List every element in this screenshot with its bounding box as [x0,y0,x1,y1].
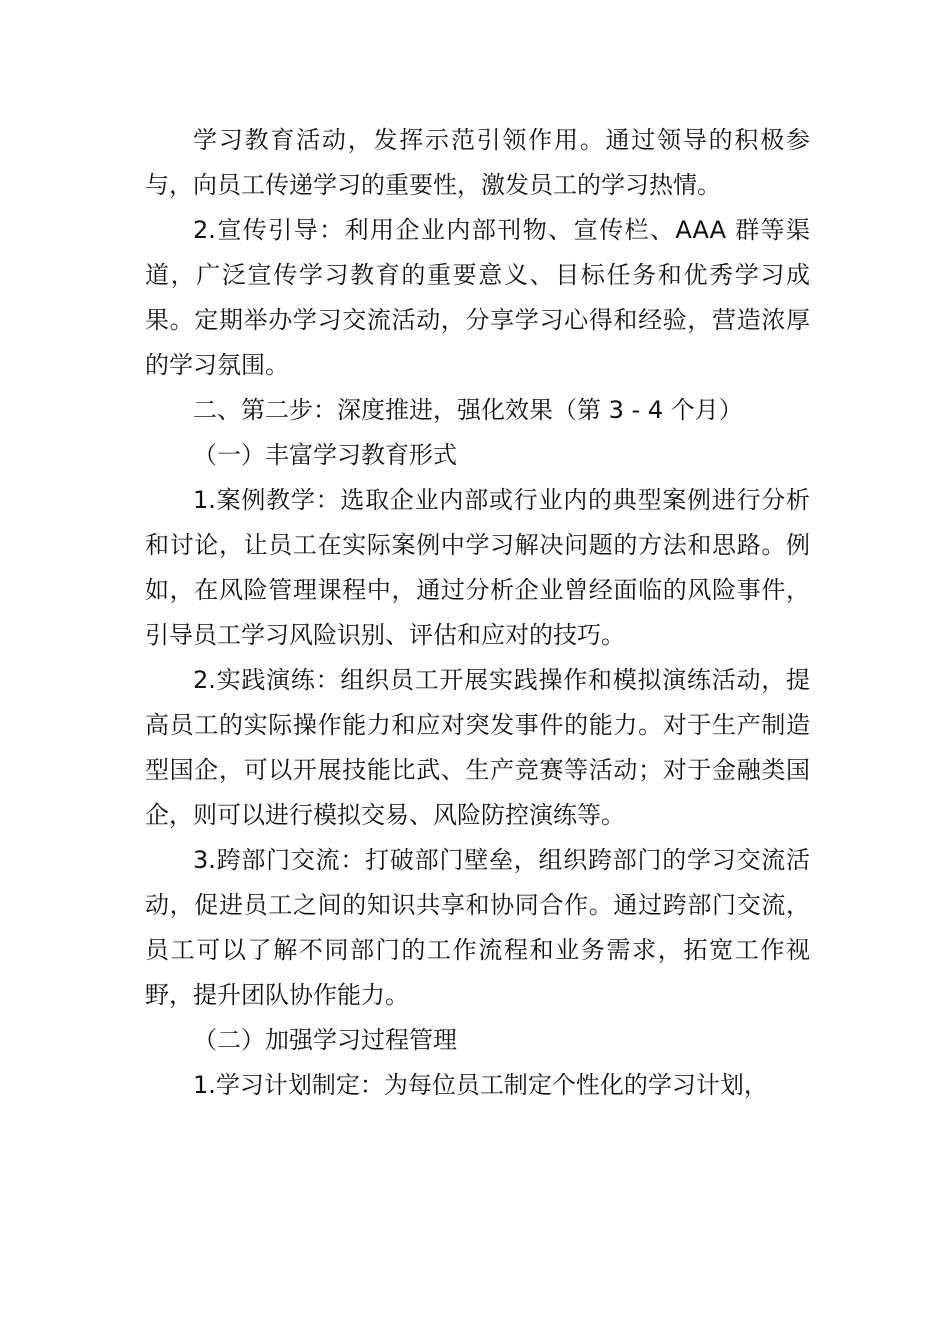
paragraph-publicity-guidance: 2.宣传引导：利用企业内部刊物、宣传栏、AAA 群等渠道，广泛宣传学习教育的重要意义、目标任务和优秀学习成果。定期举办学习交流活动，分享学习心得和经验，营造浓厚的学习氛围。 [145,216,810,379]
subsection-heading-process-management: （二）加强学习过程管理 [193,1026,457,1054]
document-body [145,118,810,1108]
paragraph-continuation: 学习教育活动，发挥示范引领作用。通过领导的积极参与，向员工传递学习的重要性，激发员工的学习热情。 [145,126,810,199]
paragraph-study-plan: 1.学习计划制定：为每位员工制定个性化的学习计划， [193,1071,768,1099]
paragraph-cross-department: 3.跨部门交流：打破部门壁垒，组织跨部门的学习交流活动，促进员工之间的知识共享和协同合作。通过跨部门交流，员工可以了解不同部门的工作流程和业务需求，拓宽工作视野，提升团队协作能力。 [145,846,810,1009]
subsection-heading-enrich-forms: （一）丰富学习教育形式 [193,441,457,469]
section-heading-step-two: 二、第二步：深度推进，强化效果（第 3 - 4 个月） [193,396,743,424]
paragraph-case-teaching: 1.案例教学：选取企业内部或行业内的典型案例进行分析和讨论，让员工在实际案例中学习解决问题的方法和思路。例如，在风险管理课程中，通过分析企业曾经面临的风险事件，引导员工学习风险识别、评估和应对的技巧。 [145,486,810,649]
paragraph-practice-drills: 2.实践演练：组织员工开展实践操作和模拟演练活动，提高员工的实际操作能力和应对突发事件的能力。对于生产制造型国企，可以开展技能比武、生产竞赛等活动；对于金融类国企，则可以进行模拟交易、风险防控演练等。 [145,666,810,829]
